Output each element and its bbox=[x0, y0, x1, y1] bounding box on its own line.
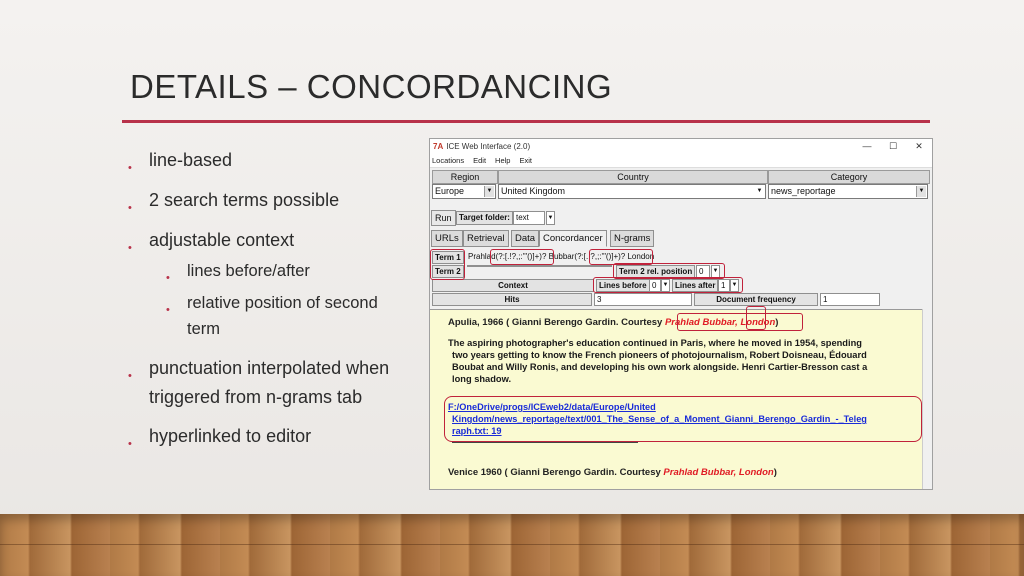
bullet-adjustable-context: • adjustable context bbox=[128, 226, 294, 254]
result-divider bbox=[452, 442, 638, 443]
bullet-dot-icon: • bbox=[128, 438, 132, 450]
document-frequency-value: 1 bbox=[820, 293, 880, 306]
app-logo-icon: 7A bbox=[433, 142, 444, 151]
lines-after-label: Lines after bbox=[672, 279, 718, 292]
close-icon[interactable]: ✕ bbox=[915, 141, 923, 151]
title-divider bbox=[122, 120, 930, 123]
menu-help[interactable]: Help bbox=[495, 156, 511, 165]
annotation-box-lines bbox=[593, 277, 743, 293]
result-1-line-4: long shadow. bbox=[452, 374, 512, 384]
menu-locations[interactable]: Locations bbox=[432, 156, 465, 165]
run-button[interactable]: Run bbox=[431, 210, 456, 226]
tab-urls[interactable]: URLs bbox=[431, 230, 463, 247]
tab-data[interactable]: Data bbox=[511, 230, 539, 247]
bullet-search-terms: • 2 search terms possible bbox=[128, 186, 339, 214]
menu-exit[interactable]: Exit bbox=[519, 156, 532, 165]
target-folder-input[interactable]: text bbox=[513, 211, 545, 225]
tab-n-grams[interactable]: N-grams bbox=[610, 230, 654, 247]
hits-label: Hits bbox=[432, 293, 592, 306]
chevron-down-icon[interactable]: ▼ bbox=[730, 279, 739, 292]
lines-before-label: Lines before bbox=[596, 279, 650, 292]
annotation-box-comma-1 bbox=[746, 306, 766, 330]
bullet-hyperlinked: • hyperlinked to editor bbox=[128, 422, 311, 450]
results-scrollbar[interactable] bbox=[922, 309, 932, 489]
minimize-icon[interactable]: — bbox=[862, 141, 872, 151]
target-folder-label: Target folder: bbox=[456, 211, 513, 225]
slide-title: DETAILS – CONCORDANCING bbox=[130, 68, 613, 105]
term2-input[interactable] bbox=[467, 265, 612, 267]
bullet-dot-icon: • bbox=[166, 272, 170, 284]
annotation-box-highlight-1 bbox=[677, 313, 803, 331]
result-2-caption: Venice 1960 ( Gianni Berengo Gardin. Courtesy Prahlad Bubbar, London) bbox=[448, 467, 777, 478]
chevron-down-icon[interactable]: ▼ bbox=[546, 211, 555, 225]
lines-after-input[interactable]: 1 bbox=[718, 279, 730, 292]
chevron-down-icon[interactable]: ▼ bbox=[484, 186, 494, 197]
annotation-box-punct1 bbox=[490, 249, 554, 265]
sub-bullet-lines: • lines before/after bbox=[166, 258, 310, 284]
category-header: Category bbox=[768, 170, 930, 184]
editor-link-line-2[interactable]: Kingdom/news_reportage/text/001_The_Sense_of_a_Moment_Gianni_Berengo_Gardin_-_Teleg bbox=[452, 414, 867, 424]
result-1-line-1: The aspiring photographer's education continued in Paris, where he moved in 1954, spending bbox=[448, 338, 862, 348]
tab-retrieval[interactable]: Retrieval bbox=[463, 230, 509, 247]
bullet-dot-icon: • bbox=[128, 242, 132, 254]
chevron-down-icon[interactable]: ▼ bbox=[711, 265, 720, 278]
country-header: Country bbox=[498, 170, 768, 184]
annotation-box-link bbox=[444, 396, 922, 442]
bullet-dot-icon: • bbox=[128, 370, 132, 382]
bullet-dot-icon: • bbox=[128, 162, 132, 174]
chevron-down-icon[interactable]: ▼ bbox=[661, 279, 670, 292]
document-frequency-label: Document frequency bbox=[694, 293, 818, 306]
term1-input[interactable]: Prahlad(?:[.!?,;:'"()]+)? Bubbar(?:[.!?,;:'"()]+)? London bbox=[468, 252, 655, 261]
result-1-line-3: Boubat and Willy Ronis, and developing his own work alongside. Henri Cartier-Bresson cast a bbox=[452, 362, 868, 372]
result-1-line-2: two years getting to know the French pioneers of photojournalism, Robert Doisneau, Édouard bbox=[452, 350, 867, 360]
term1-label: Term 1 bbox=[432, 251, 464, 264]
tab-concordancer[interactable]: Concordancer bbox=[539, 230, 607, 247]
ice-web-interface-window bbox=[429, 138, 933, 490]
window-title: ICE Web Interface (2.0) bbox=[446, 142, 531, 151]
annotation-box-terms bbox=[430, 249, 465, 280]
bullet-dot-icon: • bbox=[128, 202, 132, 214]
result-1-caption: Apulia, 1966 ( Gianni Berengo Gardin. Courtesy Prahlad Bubbar, London) bbox=[448, 317, 779, 328]
bullet-dot-icon: • bbox=[166, 304, 170, 316]
result-1-highlight: Prahlad Bubbar, London bbox=[664, 317, 776, 328]
chevron-down-icon[interactable]: ▼ bbox=[916, 186, 926, 197]
term2-position-label: Term 2 rel. position bbox=[616, 265, 695, 278]
term2-label: Term 2 bbox=[432, 265, 464, 278]
hits-value: 3 bbox=[594, 293, 692, 306]
editor-link-line-3[interactable]: raph.txt: 19 bbox=[452, 426, 502, 436]
term2-position-input[interactable]: 0 bbox=[696, 265, 710, 278]
editor-link-line-1[interactable]: F:/OneDrive/progs/ICEweb2/data/Europe/United bbox=[448, 402, 656, 412]
menu-edit[interactable]: Edit bbox=[473, 156, 487, 165]
result-2-highlight: Prahlad Bubbar, London bbox=[663, 467, 774, 478]
bullet-line-based: • line-based bbox=[128, 146, 232, 174]
region-select[interactable]: Europe ▼ bbox=[432, 184, 496, 199]
lines-before-input[interactable]: 0 bbox=[649, 279, 661, 292]
wood-floor-decoration bbox=[0, 514, 1024, 576]
results-panel bbox=[430, 309, 922, 490]
region-header: Region bbox=[432, 170, 498, 184]
window-titlebar bbox=[430, 139, 932, 154]
menu-bar bbox=[430, 154, 932, 168]
context-label: Context bbox=[432, 279, 594, 292]
maximize-icon[interactable]: ☐ bbox=[888, 141, 898, 151]
sub-bullet-relative-position: • relative position of second term bbox=[166, 294, 378, 338]
category-select[interactable]: news_reportage ▼ bbox=[768, 184, 928, 199]
country-select[interactable]: United Kingdom ▼ bbox=[498, 184, 766, 199]
chevron-down-icon[interactable]: ▼ bbox=[755, 186, 764, 197]
bullet-punctuation: • punctuation interpolated when triggered from n-grams tab bbox=[128, 358, 390, 407]
window-controls bbox=[854, 141, 932, 152]
